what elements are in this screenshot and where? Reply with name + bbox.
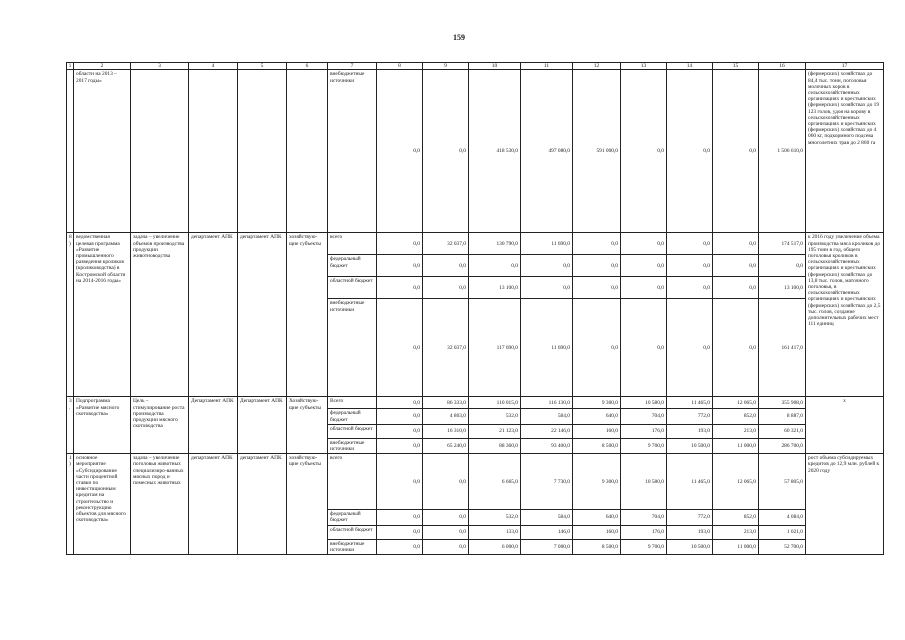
value-cell: 0,0 [423,255,469,277]
value-cell: 9 700,0 [621,438,667,453]
total-cell: 161 417,0 [759,299,806,397]
budget-table [66,62,884,555]
task-cell: задача – увеличение объемов производства продукции животноводства [131,233,189,397]
total-cell: 355 908,0 [759,397,806,409]
column-header: 8 [377,63,423,70]
value-cell: 11 000,0 [713,438,759,453]
total-cell: 13 100,0 [759,277,806,299]
coexecutor-cell: Департамент АПК [238,397,287,454]
value-cell: 704,0 [621,510,667,525]
header-row [67,63,884,70]
total-cell: 1 506 610,0 [759,70,806,233]
value-cell: 0,0 [469,255,521,277]
column-header: 17 [806,63,884,70]
funding-source-cell: федеральный бюджет [328,510,377,525]
value-cell: 11 690,0 [521,233,573,255]
column-header: 14 [667,63,713,70]
total-cell: 174 517,0 [759,233,806,255]
value-cell: 497 080,0 [521,70,573,233]
value-cell: 0,0 [573,233,621,255]
recipient-cell: хозяйствую-щие субъекты [287,454,328,555]
value-cell: 7 000,0 [521,539,573,554]
value-cell: 0,0 [621,70,667,233]
value-cell: 0,0 [667,277,713,299]
value-cell: 0,0 [521,255,573,277]
value-cell: 9 300,0 [573,454,621,510]
value-cell: 160,0 [573,525,621,539]
value-cell: 8 500,0 [573,539,621,554]
column-header: 15 [713,63,759,70]
total-cell: 8 887,0 [759,409,806,424]
total-cell: 57 805,0 [759,454,806,510]
row-number-cell: 3. [67,397,74,454]
value-cell: 9 300,0 [573,397,621,409]
result-cell: (фермерских) хозяйствах до 84,4 тыс. тонн, поголовья молочных коров в сельскохозяйственных организациях и крестьянских (фермерских) хозяйствах до 19 123 голов, удоя на корову в сельскохозяйственных организациях и крестьянских (фермерских) хозяйствах до 4 060 кг, подкормного подсева многолетних трав до 2 860 га [806,70,884,233]
value-cell: 11 690,0 [521,299,573,397]
row-number-cell: 8) [67,233,74,397]
value-cell: 213,0 [713,525,759,539]
funding-source-cell: областной бюджет [328,525,377,539]
value-cell: 86 333,0 [423,397,469,409]
column-header: 4 [189,63,238,70]
executor-cell: департамент АПК [189,233,238,397]
value-cell: 11 465,0 [667,397,713,409]
table-row [67,454,884,510]
value-cell: 7 730,0 [521,454,573,510]
value-cell: 0,0 [423,510,469,525]
result-cell: к 2016 году увеличение объема производства мяса кроликов до 195 тонн в год, общего поголовья кроликов в сельскохозяйственных организациях и крестьянских (фермерских) хозяйствах до 13,8 тыс. голов, маточного поголовья, в сельскохозяйственных организациях и крестьянских (фермерских) хозяйствах до 2,5 тыс. голов, создание дополнительных рабочих мест 111 единиц [806,233,884,397]
value-cell: 0,0 [521,277,573,299]
value-cell: 176,0 [621,525,667,539]
column-header: 3 [131,63,189,70]
value-cell: 772,0 [667,510,713,525]
value-cell: 10 500,0 [667,438,713,453]
value-cell: 11 465,0 [667,454,713,510]
value-cell: 193,0 [667,525,713,539]
column-header: 12 [573,63,621,70]
funding-source-cell: внебюджетные источники [328,299,377,397]
table-row [67,233,884,255]
recipient-cell [287,70,328,233]
value-cell: 8 500,0 [573,438,621,453]
column-header: 13 [621,63,667,70]
recipient-cell: хозяйствую-щие субъекты [287,233,328,397]
value-cell: 146,0 [521,525,573,539]
value-cell: 21 123,0 [469,424,521,438]
value-cell: 584,0 [521,409,573,424]
value-cell: 9 700,0 [621,539,667,554]
value-cell: 133,0 [469,525,521,539]
value-cell: 88 360,0 [469,438,521,453]
value-cell: 0,0 [621,299,667,397]
column-header: 5 [238,63,287,70]
value-cell: 0,0 [713,255,759,277]
value-cell: 0,0 [377,70,423,233]
value-cell: 32 037,0 [423,233,469,255]
value-cell: 12 065,0 [713,454,759,510]
executor-cell: департамент АПК [189,454,238,555]
value-cell: 65 240,0 [423,438,469,453]
column-header: 11 [521,63,573,70]
value-cell: 0,0 [621,255,667,277]
value-cell: 0,0 [377,255,423,277]
value-cell: 532,0 [469,409,521,424]
value-cell: 640,0 [573,409,621,424]
column-header: 9 [423,63,469,70]
funding-source-cell: всего [328,233,377,255]
value-cell: 0,0 [377,299,423,397]
column-header: 6 [287,63,328,70]
value-cell: 0,0 [423,539,469,554]
value-cell: 213,0 [713,424,759,438]
value-cell: 116 130,0 [521,397,573,409]
funding-source-cell: всего [328,454,377,510]
value-cell: 0,0 [573,277,621,299]
value-cell: 13 100,0 [469,277,521,299]
value-cell: 640,0 [573,510,621,525]
value-cell: 0,0 [573,299,621,397]
funding-source-cell: Всего [328,397,377,409]
funding-source-cell: федеральный бюджет [328,409,377,424]
task-cell [131,70,189,233]
column-header: 1 [67,63,74,70]
funding-source-cell: внебюджетные источники [328,70,377,233]
value-cell: 0,0 [377,397,423,409]
value-cell: 4 803,0 [423,409,469,424]
value-cell: 0,0 [377,233,423,255]
value-cell: 704,0 [621,409,667,424]
value-cell: 160,0 [573,424,621,438]
table-row [67,397,884,409]
value-cell: 0,0 [621,277,667,299]
value-cell: 0,0 [423,70,469,233]
value-cell: 0,0 [621,233,667,255]
value-cell: 0,0 [573,255,621,277]
value-cell: 193,0 [667,424,713,438]
task-cell: Цель – стимулирование роста производства продукции мясного скотоводства [131,397,189,454]
value-cell: 22 146,0 [521,424,573,438]
value-cell: 0,0 [667,233,713,255]
value-cell: 0,0 [377,454,423,510]
funding-source-cell: областной бюджет [328,424,377,438]
value-cell: 0,0 [377,539,423,554]
value-cell: 0,0 [713,70,759,233]
value-cell: 852,0 [713,409,759,424]
value-cell: 130 790,0 [469,233,521,255]
funding-source-cell: областной бюджет [328,277,377,299]
value-cell: 0,0 [713,277,759,299]
value-cell: 10 580,0 [621,454,667,510]
page-number: 159 [453,33,465,42]
total-cell: 4 084,0 [759,510,806,525]
table-row [67,70,884,233]
total-cell: 52 700,0 [759,539,806,554]
coexecutor-cell: департамент АПК [238,233,287,397]
executor-cell: Департамент АПК [189,397,238,454]
value-cell: 0,0 [377,424,423,438]
result-cell: х [806,397,884,454]
value-cell: 32 037,0 [423,299,469,397]
value-cell: 0,0 [377,438,423,453]
value-cell: 93 400,0 [521,438,573,453]
value-cell: 584,0 [521,510,573,525]
column-header: 2 [74,63,131,70]
coexecutor-cell: департамент АПК [238,454,287,555]
executor-cell [189,70,238,233]
task-cell: задача – увеличение поголовья животных специализиро-ванных мясных пород и помесных животных [131,454,189,555]
value-cell: 0,0 [423,525,469,539]
program-name-cell: ведомственная целевая программа «Развитие промышленного разведения кроликов (кролиководства) в Костромской области на 2014-2016 годы» [74,233,131,397]
value-cell: 0,0 [377,510,423,525]
row-number-cell [67,70,74,233]
value-cell: 0,0 [423,454,469,510]
value-cell: 16 310,0 [423,424,469,438]
column-header: 16 [759,63,806,70]
value-cell: 0,0 [377,277,423,299]
value-cell: 418 530,0 [469,70,521,233]
value-cell: 852,0 [713,510,759,525]
total-cell: 60 321,0 [759,424,806,438]
value-cell: 6 000,0 [469,539,521,554]
total-cell: 1 021,0 [759,525,806,539]
value-cell: 0,0 [713,299,759,397]
result-cell: рост объема субсидируемых кредитов до 12,9 млн. рублей к 2020 году [806,454,884,555]
total-cell: 0,0 [759,255,806,277]
total-cell: 286 700,0 [759,438,806,453]
recipient-cell: Хозяйствую-щие субъекты [287,397,328,454]
funding-source-cell: внебюджетные источники [328,539,377,554]
value-cell: 0,0 [377,409,423,424]
value-cell: 117 690,0 [469,299,521,397]
funding-source-cell: федеральный бюджет [328,255,377,277]
program-name-cell: основное мероприятие «Субсидирование части процентной ставки по инвестиционным кредитам на строительство и реконструкцию объектов для мясного скотоводства» [74,454,131,555]
value-cell: 12 065,0 [713,397,759,409]
value-cell: 10 580,0 [621,397,667,409]
value-cell: 0,0 [377,525,423,539]
value-cell: 591 000,0 [573,70,621,233]
value-cell: 0,0 [667,255,713,277]
value-cell: 0,0 [667,70,713,233]
program-name-cell: областн на 2013 – 2017 годы» [74,70,131,233]
coexecutor-cell [238,70,287,233]
value-cell: 532,0 [469,510,521,525]
value-cell: 110 015,0 [469,397,521,409]
value-cell: 0,0 [423,277,469,299]
funding-source-cell: внебюджетные источники [328,438,377,453]
value-cell: 11 000,0 [713,539,759,554]
value-cell: 772,0 [667,409,713,424]
value-cell: 10 500,0 [667,539,713,554]
column-header: 7 [328,63,377,70]
value-cell: 176,0 [621,424,667,438]
program-name-cell: Подпрограмма «Развитие мясного скотоводства» [74,397,131,454]
row-number-cell: 1) [67,454,74,555]
value-cell: 6 665,0 [469,454,521,510]
column-header: 10 [469,63,521,70]
value-cell: 0,0 [667,299,713,397]
value-cell: 0,0 [713,233,759,255]
